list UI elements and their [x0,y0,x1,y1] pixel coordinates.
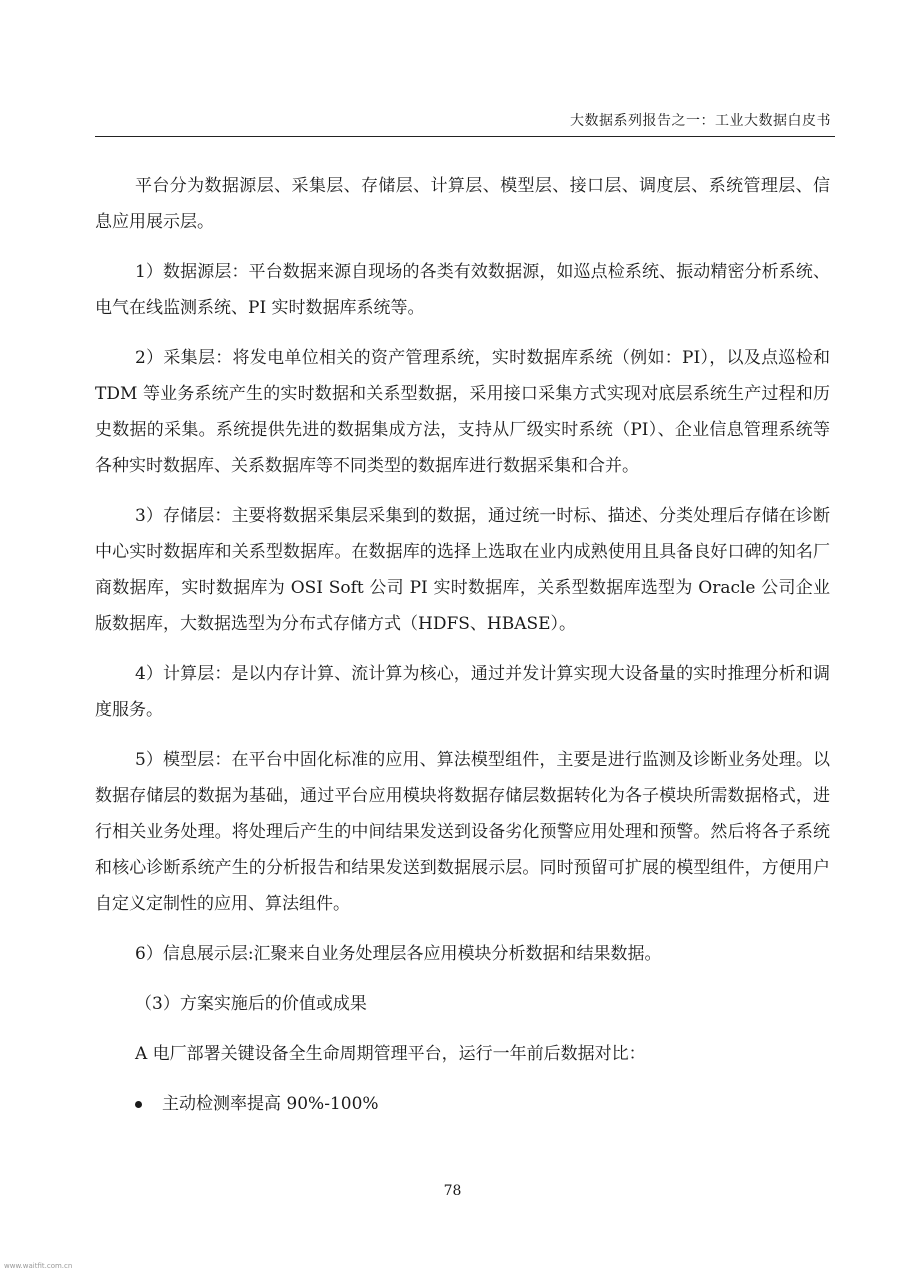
bullet-dot-icon [135,1101,142,1108]
page-number: 78 [443,1183,462,1199]
paragraph-collection-layer: 2）采集层：将发电单位相关的资产管理系统，实时数据库系统（例如：PI），以及点巡检和 TDM 等业务系统产生的实时数据和关系型数据，采用接口采集方式实现对底层系统生产过程和历史数据的采集。系统提供先进的数据集成方法，支持从厂级实时系统（PI）、企业信息管理系统等各种实时数据库、关系数据库等不同类型的数据库进行数据采集和合并。 [95,348,830,476]
bullet-item [135,1086,830,1122]
header-title: 大数据系列报告之一：工业大数据白皮书 [570,113,831,129]
paragraph-storage-layer: 3）存储层：主要将数据采集层采集到的数据，通过统一时标、描述、分类处理后存储在诊断中心实时数据库和关系型数据库。在数据库的选择上选取在业内成熟使用且具备良好口碑的知名厂商数据库，实时数据库为 OSI Soft 公司 PI 实时数据库，关系型数据库选型为 Oracle 公司企业版数据库，大数据选型为分布式存储方式（HDFS、HBASE）。 [95,506,830,634]
paragraph-plant-comparison: A 电厂部署关键设备全生命周期管理平台，运行一年前后数据对比： [135,1044,646,1064]
page-header [95,108,835,137]
paragraph-section-heading: （3）方案实施后的价值或成果 [135,994,367,1014]
watermark: www.waitfit.com.cn [4,1262,73,1270]
page-content [95,168,830,1122]
paragraph-display-layer: 6）信息展示层:汇聚来自业务处理层各应用模块分析数据和结果数据。 [135,944,662,964]
paragraph-model-layer: 5）模型层：在平台中固化标准的应用、算法模型组件，主要是进行监测及诊断业务处理。以数据存储层的数据为基础，通过平台应用模块将数据存储层数据转化为各子模块所需数据格式，进行相关业务处理。将处理后产生的中间结果发送到设备劣化预警应用处理和预警。然后将各子系统和核心诊断系统产生的分析报告和结果发送到数据展示层。同时预留可扩展的模型组件，方便用户自定义定制性的应用、算法组件。 [95,750,830,914]
paragraph-layers-overview: 平台分为数据源层、采集层、存储层、计算层、模型层、接口层、调度层、系统管理层、信息应用展示层。 [95,176,830,232]
paragraph-data-source-layer: 1）数据源层：平台数据来源自现场的各类有效数据源，如巡点检系统、振动精密分析系统、电气在线监测系统、PI 实时数据库系统等。 [95,262,830,318]
bullet-text: 主动检测率提高 90%-100% [162,1094,379,1114]
paragraph-compute-layer: 4）计算层：是以内存计算、流计算为核心，通过并发计算实现大设备量的实时推理分析和调度服务。 [95,664,830,720]
